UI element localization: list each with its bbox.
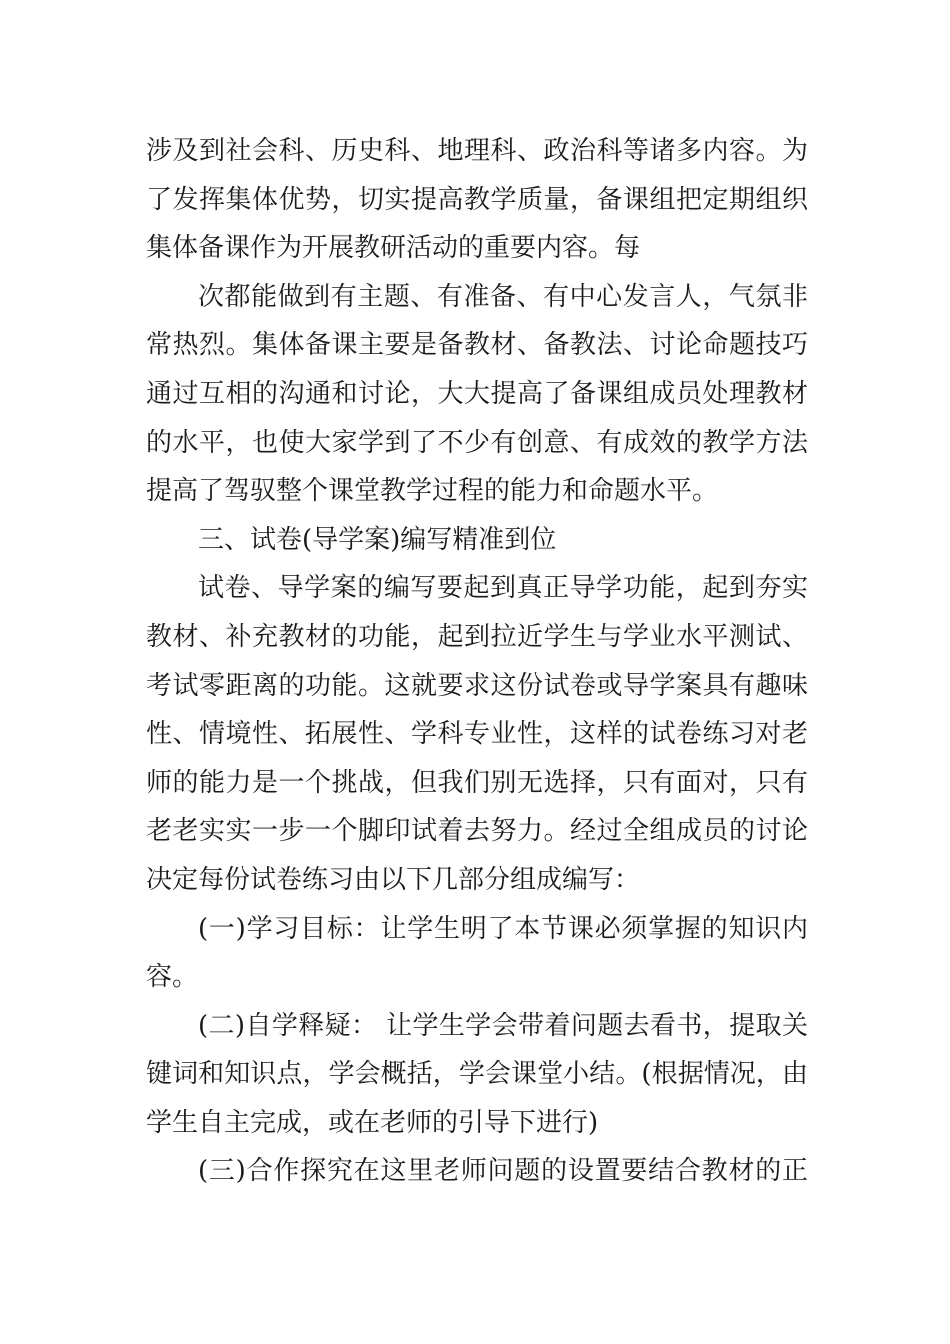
text-line: 提高了驾驭整个课堂教学过程的能力和命题水平。	[146, 476, 719, 507]
text-line: 集体备课作为开展教研活动的重要内容。每	[146, 233, 641, 264]
text-line: 常热烈。集体备课主要是备教材、备教法、讨论命题技巧	[146, 330, 808, 361]
text-line: 考试零距离的功能。这就要求这份试卷或导学案具有趣味	[146, 670, 808, 701]
text-line: 教材、补充教材的功能，起到拉近学生与学业水平测试、	[146, 621, 808, 652]
text-line: 老老实实一步一个脚印试着去努力。经过全组成员的讨论	[146, 816, 808, 847]
text-line: 的水平，也使大家学到了不少有创意、有成效的教学方法	[146, 427, 808, 458]
document-body	[146, 127, 808, 1196]
text-line: 键词和知识点，学会概括，学会课堂小结。(根据情况，由	[146, 1059, 808, 1090]
text-line: 性、情境性、拓展性、学科专业性，这样的试卷练习对老	[146, 719, 808, 750]
text-line: 次都能做到有主题、有准备、有中心发言人，气氛非	[198, 281, 808, 312]
text-line: 决定每份试卷练习由以下几部分组成编写：	[146, 864, 641, 895]
text-line: 容。	[146, 962, 199, 993]
text-line: 涉及到社会科、历史科、地理科、政治科等诸多内容。为	[146, 136, 808, 166]
text-line: 学生自主完成，或在老师的引导下进行)	[146, 1107, 599, 1138]
text-line: 师的能力是一个挑战，但我们别无选择，只有面对，只有	[146, 767, 808, 798]
text-line: 试卷、导学案的编写要起到真正导学功能，起到夯实	[198, 573, 808, 604]
text-line: (二)自学释疑： 让学生学会带着问题去看书，提取关	[198, 1010, 808, 1041]
text-line: 三、试卷(导学案)编写精准到位	[198, 524, 557, 555]
text-line: 了发挥集体优势，切实提高教学质量，备课组把定期组织	[146, 184, 808, 215]
text-line: (一)学习目标：让学生明了本节课必须掌握的知识内	[198, 913, 808, 944]
text-line: 通过互相的沟通和讨论，大大提高了备课组成员处理教材	[146, 378, 808, 409]
text-line: (三)合作探究在这里老师问题的设置要结合教材的正	[198, 1156, 808, 1187]
